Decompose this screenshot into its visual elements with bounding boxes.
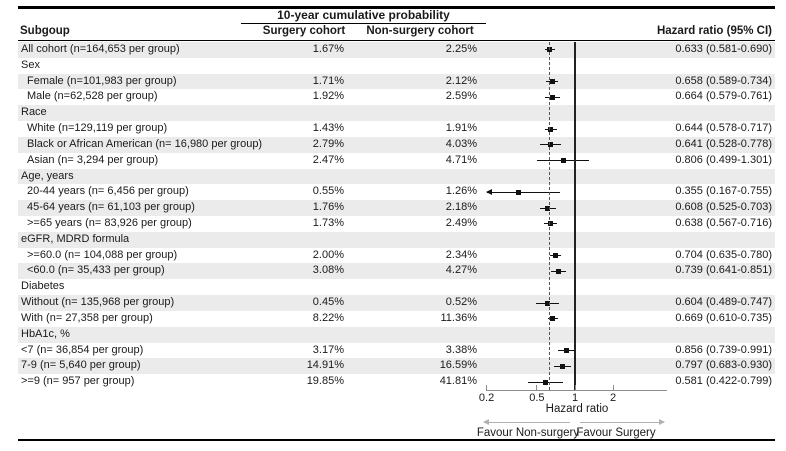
surgery-value: 2.79% bbox=[312, 137, 344, 150]
row-label: eGFR, MDRD formula bbox=[21, 232, 130, 245]
table-row bbox=[18, 343, 775, 359]
col-header-surgery: Surgery cohort bbox=[262, 25, 346, 37]
surgery-value: 2.47% bbox=[312, 153, 344, 166]
row-label: Asian (n= 3,294 per group) bbox=[27, 153, 159, 166]
table-row bbox=[18, 279, 775, 295]
reference-line bbox=[574, 42, 576, 390]
row-label: Male (n=62,528 per group) bbox=[27, 90, 158, 103]
row-label: HbA1c, % bbox=[21, 327, 70, 340]
surgery-value: 1.76% bbox=[312, 201, 344, 214]
non-surgery-value: 4.27% bbox=[445, 264, 477, 277]
hazard-ratio-value: 0.797 (0.683-0.930) bbox=[675, 359, 772, 372]
non-surgery-value: 2.18% bbox=[445, 201, 477, 214]
hazard-ratio-value: 0.669 (0.610-0.735) bbox=[675, 311, 772, 324]
favour-left-arrow bbox=[484, 422, 570, 423]
row-label: <7 (n= 36,854 per group) bbox=[21, 343, 144, 356]
row-label: White (n=129,119 per group) bbox=[27, 122, 168, 135]
non-surgery-value: 4.03% bbox=[445, 137, 477, 150]
row-label: Black or African American (n= 16,980 per group) bbox=[27, 137, 263, 150]
non-surgery-value: 11.36% bbox=[440, 311, 477, 324]
x-axis-title: Hazard ratio bbox=[545, 403, 609, 415]
surgery-value: 14.91% bbox=[306, 359, 344, 372]
x-tick-label: 0.5 bbox=[529, 392, 545, 404]
hr-marker bbox=[564, 348, 569, 353]
row-label: Without (n= 135,968 per group) bbox=[21, 296, 175, 309]
table-row bbox=[18, 311, 775, 327]
surgery-value: 1.92% bbox=[312, 90, 344, 103]
hazard-ratio-value: 0.638 (0.567-0.716) bbox=[675, 217, 772, 230]
table-row bbox=[18, 200, 775, 216]
row-label: <60.0 (n= 35,433 per group) bbox=[27, 264, 165, 277]
row-label: Sex bbox=[21, 58, 40, 71]
x-tick-label: 1 bbox=[571, 392, 579, 404]
non-surgery-value: 16.59% bbox=[439, 359, 477, 372]
table-row bbox=[18, 327, 775, 343]
surgery-value: 0.45% bbox=[312, 296, 344, 309]
non-surgery-value: 0.52% bbox=[445, 296, 477, 309]
x-axis-tick bbox=[486, 385, 487, 390]
bottom-border bbox=[18, 439, 775, 442]
surgery-value: 3.17% bbox=[312, 343, 344, 356]
col-header-hazard-ratio: Hazard ratio (95% CI) bbox=[656, 25, 772, 37]
surgery-value: 1.43% bbox=[312, 122, 344, 135]
x-axis-line bbox=[486, 390, 667, 391]
surgery-value: 1.67% bbox=[312, 43, 344, 55]
row-label: All cohort (n=164,653 per group) bbox=[21, 43, 180, 55]
non-surgery-value: 1.26% bbox=[445, 185, 477, 198]
row-label: >=65 years (n= 83,926 per group) bbox=[27, 217, 192, 230]
table-row bbox=[18, 153, 775, 169]
non-surgery-value: 2.49% bbox=[445, 217, 477, 230]
hazard-ratio-value: 0.355 (0.167-0.755) bbox=[675, 185, 772, 198]
hazard-ratio-value: 0.604 (0.489-0.747) bbox=[675, 296, 772, 309]
table-row bbox=[18, 105, 775, 121]
non-surgery-value: 4.71% bbox=[445, 153, 477, 166]
hazard-ratio-value: 0.664 (0.579-0.761) bbox=[675, 90, 772, 103]
hazard-ratio-value: 0.641 (0.528-0.778) bbox=[675, 137, 772, 150]
hr-marker bbox=[550, 316, 555, 321]
row-label: >=9 (n= 957 per group) bbox=[21, 375, 135, 388]
x-tick-label: 2 bbox=[610, 392, 617, 404]
row-label: 45-64 years (n= 61,103 per group) bbox=[27, 201, 195, 214]
non-surgery-value: 2.34% bbox=[445, 248, 477, 261]
row-label: Age, years bbox=[21, 169, 74, 182]
favour-right-label: Favour Surgery bbox=[576, 426, 656, 439]
table-row bbox=[18, 263, 775, 279]
hazard-ratio-value: 0.633 (0.581-0.690) bbox=[675, 43, 772, 55]
hazard-ratio-value: 0.704 (0.635-0.780) bbox=[675, 248, 772, 261]
table-row bbox=[18, 89, 775, 105]
summary-dashed-line bbox=[549, 42, 550, 390]
hazard-ratio-value: 0.658 (0.589-0.734) bbox=[675, 74, 772, 87]
table-row bbox=[18, 184, 775, 200]
row-label: >=60.0 (n= 104,088 per group) bbox=[27, 248, 178, 261]
x-axis-tick bbox=[613, 385, 614, 390]
surgery-value: 3.08% bbox=[312, 264, 344, 277]
favour-left-label: Favour Non-surgery bbox=[476, 426, 580, 439]
non-surgery-value: 2.12% bbox=[445, 74, 477, 87]
non-surgery-value: 2.25% bbox=[445, 43, 477, 55]
table-row bbox=[18, 42, 775, 58]
hr-marker bbox=[556, 269, 561, 274]
hr-marker bbox=[550, 95, 555, 100]
row-label: Diabetes bbox=[21, 280, 65, 293]
table-row bbox=[18, 358, 775, 374]
hr-marker bbox=[543, 380, 548, 385]
row-label: Female (n=101,983 per group) bbox=[27, 74, 177, 87]
row-label: With (n= 27,358 per group) bbox=[21, 311, 153, 324]
table-row bbox=[18, 232, 775, 248]
hazard-ratio-value: 0.644 (0.578-0.717) bbox=[675, 122, 772, 135]
surgery-value: 8.22% bbox=[312, 311, 344, 324]
non-surgery-value: 3.38% bbox=[445, 343, 477, 356]
non-surgery-value: 41.81% bbox=[439, 375, 477, 388]
hr-marker bbox=[561, 158, 566, 163]
table-row bbox=[18, 58, 775, 74]
x-axis-tick bbox=[536, 385, 537, 390]
left-arrowhead-icon bbox=[483, 419, 489, 425]
surgery-value: 1.73% bbox=[312, 217, 344, 230]
hr-marker bbox=[560, 364, 565, 369]
group-header-title: 10-year cumulative probability bbox=[277, 8, 450, 22]
non-surgery-value: 1.91% bbox=[445, 122, 477, 135]
hr-marker bbox=[516, 190, 521, 195]
row-label: 7-9 (n= 5,640 per group) bbox=[21, 359, 141, 372]
table-row bbox=[18, 216, 775, 232]
table-row bbox=[18, 374, 775, 390]
col-header-nonsurgery: Non-surgery cohort bbox=[366, 25, 474, 37]
table-row bbox=[18, 169, 775, 185]
row-label: 20-44 years (n= 6,456 per group) bbox=[27, 185, 189, 198]
x-tick-label: 0.2 bbox=[478, 392, 495, 404]
hr-marker bbox=[553, 253, 558, 258]
surgery-value: 1.71% bbox=[312, 74, 344, 87]
hazard-ratio-value: 0.739 (0.641-0.851) bbox=[675, 264, 772, 277]
hazard-ratio-value: 0.581 (0.422-0.799) bbox=[675, 375, 772, 388]
non-surgery-value: 2.59% bbox=[445, 90, 477, 103]
table-row bbox=[18, 121, 775, 137]
table-row bbox=[18, 74, 775, 90]
x-axis-tick bbox=[575, 385, 576, 390]
hazard-ratio-value: 0.806 (0.499-1.301) bbox=[675, 153, 772, 166]
favour-right-arrow bbox=[580, 422, 664, 423]
surgery-value: 0.55% bbox=[312, 185, 344, 198]
hazard-ratio-value: 0.856 (0.739-0.991) bbox=[675, 343, 772, 356]
hazard-ratio-value: 0.608 (0.525-0.703) bbox=[675, 201, 772, 214]
table-row bbox=[18, 295, 775, 311]
table-row bbox=[18, 248, 775, 264]
ci-clip-arrow-icon bbox=[486, 189, 492, 195]
surgery-value: 2.00% bbox=[312, 248, 344, 261]
table-row bbox=[18, 137, 775, 153]
right-arrowhead-icon bbox=[659, 419, 665, 425]
col-header-subgroup: Subgoup bbox=[20, 25, 70, 37]
row-label: Race bbox=[21, 106, 47, 119]
group-header-underline bbox=[241, 23, 486, 25]
surgery-value: 19.85% bbox=[306, 375, 344, 388]
